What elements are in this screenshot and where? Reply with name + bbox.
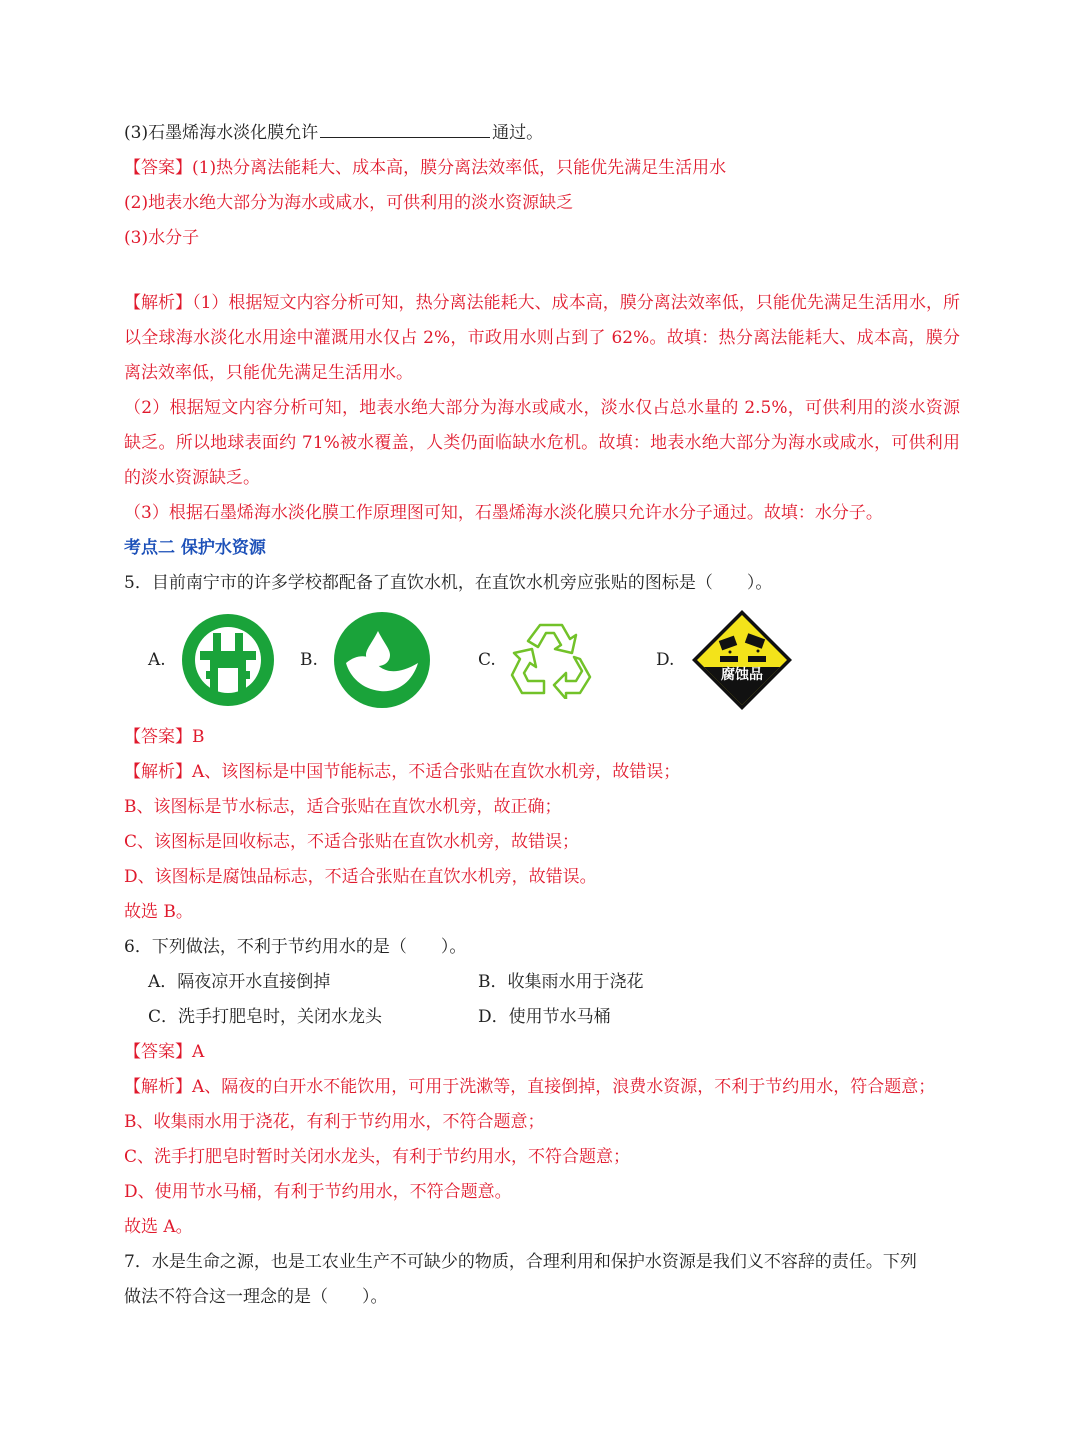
energy-saving-icon [180,613,276,711]
corrosive-label: 腐蚀品 [721,667,763,683]
section-title: 考点二 保护水资源 [124,538,266,558]
analysis-label: 【解析】 [124,293,193,313]
q6-analysis-line: C、洗手打肥皂时暂时关闭水龙头，有利于节约用水，不符合题意； [124,1147,631,1167]
q7-stem-line2: 做法不符合这一理念的是（ ）。 [124,1287,388,1307]
q5-analysis-line: C、该图标是回收标志，不适合张贴在直饮水机旁，故错误； [124,832,580,852]
corrosive-hazard-icon [690,608,794,716]
q4-answer-line1 [124,156,726,180]
q5-answer: 【答案】B [124,727,205,747]
q4-part3-suffix: 通过。 [492,123,544,143]
q7-stem-line1: 7．水是生命之源，也是工农业生产不可缺少的物质，合理利用和保护水资源是我们义不容辞的责任。下列 [124,1252,917,1272]
q4-answer3: (3)水分子 [124,228,200,248]
fill-blank [320,121,490,138]
q4-answer1: (1)热分离法能耗大、成本高，膜分离法效率低，只能优先满足生活用水 [192,158,727,178]
q4-analysis3: （3）根据石墨烯海水淡化膜工作原理图可知，石墨烯海水淡化膜只允许水分子通过。故填：水分子。 [124,503,883,523]
q6-analysis-line: D、使用节水马桶，有利于节约用水，不符合题意。 [124,1182,512,1202]
q6-stem: 6．下列做法，不利于节约用水的是（ ）。 [124,937,467,957]
q5-analysis-line: 故选 B。 [124,902,193,922]
q5-analysis-line: 【解析】A、该图标是中国节能标志，不适合张贴在直饮水机旁，故错误； [124,762,681,782]
q5-analysis-line: B、该图标是节水标志，适合张贴在直饮水机旁，故正确； [124,797,562,817]
q5-option-d-label: D. [656,650,675,670]
recycle-icon [510,619,592,703]
q4-answer2: (2)地表水绝大部分为海水或咸水，可供利用的淡水资源缺乏 [124,193,574,213]
q5-stem: 5．目前南宁市的许多学校都配备了直饮水机，在直饮水机旁应张贴的图标是（ ）。 [124,573,773,593]
q6-answer: 【答案】A [124,1042,205,1062]
q4-part3 [124,121,543,145]
q6-choice-c: C．洗手打肥皂时，关闭水龙头 [148,1007,383,1027]
q6-choice-a: A．隔夜凉开水直接倒掉 [148,972,331,992]
q4-part3-prefix: (3)石墨烯海水淡化膜允许 [124,123,319,143]
q4-analysis2: （2）根据短文内容分析可知，地表水绝大部分为海水或咸水，淡水仅占总水量的 2.5%，可供利用的淡水资源缺乏。所以地球表面约 71%被水覆盖，人类仍面临缺水危机。故填：地表水绝大部分为海水或咸水，可供利用的淡水资源缺乏。 [124,398,960,488]
water-saving-icon [332,611,432,713]
q5-option-c-label: C. [478,650,496,670]
q5-option-a-label: A. [148,650,166,670]
q4-analysis1 [124,286,960,391]
q6-analysis-line: 【解析】A、隔夜的白开水不能饮用，可用于洗漱等，直接倒掉，浪费水资源，不利于节约用水，符合题意； [124,1077,936,1097]
answer-label: 【答案】 [124,158,192,178]
q6-choice-d: D．使用节水马桶 [478,1007,611,1027]
q4-analysis1-text: （1）根据短文内容分析可知，热分离法能耗大、成本高，膜分离法效率低，只能优先满足生活用水，所以全球海水淡化水用途中灌溉用水仅占 2%，市政用水则占到了 62%。故填：热分离法能耗大、成本高，膜分离法效率低，只能优先满足生活用水。 [124,293,960,383]
q6-choice-b: B．收集雨水用于浇花 [478,972,644,992]
q5-analysis-line: D、该图标是腐蚀品标志，不适合张贴在直饮水机旁，故错误。 [124,867,597,887]
q5-option-b-label: B. [300,650,318,670]
q6-analysis-line: 故选 A。 [124,1217,193,1237]
q6-analysis-line: B、收集雨水用于浇花，有利于节约用水，不符合题意； [124,1112,545,1132]
